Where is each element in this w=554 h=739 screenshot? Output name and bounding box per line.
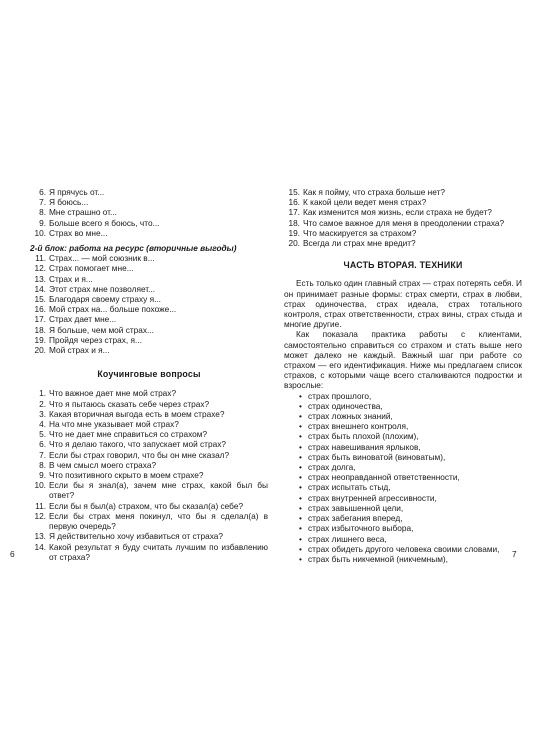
part-two-heading: ЧАСТЬ ВТОРАЯ. ТЕХНИКИ — [343, 260, 463, 271]
item-text: Я больше, чем мой страх... — [49, 324, 154, 335]
list-item — [30, 187, 268, 197]
item-number: 18. — [34, 324, 46, 335]
item-text: Если бы я знал(а), зачем мне страх, какой был бы ответ? — [49, 480, 268, 501]
item-text: Больше всего я боюсь, что... — [49, 217, 160, 228]
item-number: 13. — [34, 273, 46, 284]
item-text: Страх дает мне... — [49, 314, 117, 325]
fears-bullet-list — [284, 391, 522, 564]
list-item — [30, 207, 268, 217]
fear-bullet-item: • страх неоправданной ответственности, — [284, 472, 522, 482]
fear-bullet-item: • страх обидеть другого человека своими словами, — [284, 544, 522, 554]
list-item — [284, 238, 522, 248]
item-text: Мой страх и я... — [49, 345, 110, 356]
page-number-left: 6 — [10, 549, 15, 559]
item-number: 7. — [39, 449, 46, 460]
item-text: Если бы страх меня покинул, что бы я сделал(а) в первую очередь? — [49, 510, 268, 532]
item-number: 12. — [34, 510, 46, 521]
intro-paragraph: Есть только один главный страх — страх потерять себя. И он принимает разные формы: страх смерти, страх в любви, страх одиночества, страх идеала, страх тотального контроля, страх ответственности, страх вины, страх стыда и многие другие. — [284, 278, 522, 330]
list-item — [30, 345, 268, 355]
fear-bullet-item: • страх внутренней агрессивности, — [284, 493, 522, 503]
item-text: Что важное дает мне мой страх? — [49, 388, 177, 399]
item-text: Как изменится моя жизнь, если страха не будет? — [303, 207, 492, 218]
list-item — [30, 218, 268, 228]
list-item — [30, 480, 268, 500]
fear-bullet-item: • страх одиночества, — [284, 401, 522, 411]
list-item — [30, 419, 268, 429]
fear-bullet-item: • страх навешивания ярлыков, — [284, 442, 522, 452]
item-number: 19. — [288, 227, 300, 238]
item-text: Если бы я был(а) страхом, что бы сказал(а) себе? — [49, 500, 244, 511]
item-text: Страх... — мой союзник в... — [49, 253, 155, 264]
list-item — [30, 501, 268, 511]
item-number: 3. — [39, 408, 46, 419]
item-text: Этот страх мне позволяет... — [49, 283, 156, 294]
fear-bullet-item: • страх ложных знаний, — [284, 411, 522, 421]
list-item — [284, 228, 522, 238]
item-text: Что позитивного скрыто в моем страхе? — [49, 470, 204, 481]
item-text: В чем смысл моего страха? — [49, 459, 157, 470]
fear-bullet-item: • страх прошлого, — [284, 391, 522, 401]
item-text: Всегда ли страх мне вредит? — [303, 238, 416, 249]
item-text: Какой результат я буду считать лучшим по избавлению от страха? — [49, 541, 268, 562]
item-number: 8. — [39, 459, 46, 470]
item-number: 15. — [34, 294, 46, 305]
coaching-questions-list — [30, 388, 268, 561]
fear-bullet-item: • страх забегания вперед, — [284, 513, 522, 523]
fear-bullet-item: • страх внешнего контроля, — [284, 421, 522, 431]
item-text: Я прячусь от... — [49, 187, 105, 197]
item-text: Страх во мне... — [49, 227, 108, 238]
item-number: 7. — [39, 197, 46, 208]
list-item — [30, 228, 268, 238]
item-number: 13. — [34, 531, 46, 542]
item-text: К какой цели ведет меня страх? — [303, 197, 427, 208]
item-number: 14. — [34, 283, 46, 294]
list-item — [30, 450, 268, 460]
item-text: Пройдя через страх, я... — [49, 334, 142, 345]
item-number: 6. — [39, 187, 46, 197]
item-number: 5. — [39, 429, 46, 440]
list-item — [30, 263, 268, 273]
list-item — [30, 439, 268, 449]
item-text: Что я делаю такого, что запускает мой страх? — [49, 439, 226, 450]
list-item — [30, 388, 268, 398]
list-item — [30, 294, 268, 304]
item-number: 17. — [288, 207, 300, 218]
item-number: 16. — [34, 304, 46, 315]
item-text: Что я пытаюсь сказать себе через страх? — [49, 398, 210, 409]
item-number: 6. — [39, 439, 46, 450]
list-item — [284, 187, 522, 197]
fear-bullet-item: • страх завышенной цели, — [284, 503, 522, 513]
item-text: Если бы страх говорил, что бы он мне сказал? — [49, 449, 230, 460]
item-text: Мой страх на... больше похоже... — [49, 304, 177, 315]
item-number: 1. — [39, 388, 46, 399]
item-number: 10. — [34, 227, 46, 238]
item-number: 4. — [39, 419, 46, 430]
practice-paragraph: Как показала практика работы с клиентами, самостоятельно справиться со страхом и стать выше него может далеко не каждый. Важный шаг при работе со страхом — его идентификация. Ниже мы предлагаем список страхов, с которыми чаще всего сталкиваются подростки и взрослые: — [284, 329, 522, 391]
item-number: 18. — [288, 217, 300, 228]
block-2-title: 2-й блок: работа на ресурс (вторичные выгоды) — [30, 243, 237, 254]
item-number: 2. — [39, 398, 46, 409]
list-item — [30, 542, 268, 562]
list-item — [30, 304, 268, 314]
item-number: 8. — [39, 207, 46, 218]
list-item — [30, 460, 268, 470]
item-text: Какая вторичная выгода есть в моем страхе? — [49, 408, 225, 419]
item-text: Как я пойму, что страха больше нет? — [303, 187, 446, 197]
list-item — [30, 284, 268, 294]
coaching-questions-heading: Коучинговые вопросы — [97, 369, 201, 380]
item-number: 15. — [288, 187, 300, 197]
fear-bullet-item: • страх быть виноватой (виноватым), — [284, 452, 522, 462]
fear-bullet-item: • страх быть никчемной (никчемным), — [284, 554, 522, 564]
item-text: На что мне указывает мой страх? — [49, 419, 179, 430]
item-number: 9. — [39, 217, 46, 228]
item-text: Мне страшно от... — [49, 207, 117, 218]
list-item — [30, 409, 268, 419]
list-item — [30, 531, 268, 541]
fear-prompts-list-continued — [30, 187, 268, 238]
fear-bullet-item: • страх быть плохой (плохим), — [284, 431, 522, 441]
list-item — [30, 274, 268, 284]
item-text: Страх и я... — [49, 273, 93, 284]
item-text: Что не дает мне справиться со страхом? — [49, 429, 208, 440]
list-item — [30, 253, 268, 263]
fear-bullet-item: • страх лишнего веса, — [284, 534, 522, 544]
list-item — [30, 325, 268, 335]
item-number: 17. — [34, 314, 46, 325]
list-item — [30, 511, 268, 531]
item-text: Страх помогает мне... — [49, 263, 134, 274]
item-number: 14. — [34, 541, 46, 552]
item-text: Я боюсь... — [49, 197, 89, 208]
item-number: 11. — [35, 253, 46, 264]
list-item — [30, 197, 268, 207]
fear-bullet-item: • страх долга, — [284, 462, 522, 472]
list-item — [30, 470, 268, 480]
item-text: Я действительно хочу избавиться от страха? — [49, 531, 223, 542]
list-item — [284, 197, 522, 207]
item-text: Что маскируется за страхом? — [303, 227, 417, 238]
list-item — [284, 218, 522, 228]
right-page-column — [284, 187, 522, 564]
resource-prompts-list — [30, 253, 268, 355]
fear-bullet-item: • страх испытать стыд, — [284, 482, 522, 492]
item-number: 9. — [39, 470, 46, 481]
item-text: Благодаря своему страху я... — [49, 294, 161, 305]
page-number-right: 7 — [512, 549, 517, 559]
left-page-column — [30, 187, 268, 562]
item-text: Что самое важное для меня в преодолении страха? — [303, 217, 505, 228]
list-item — [30, 429, 268, 439]
item-number: 19. — [34, 334, 46, 345]
item-number: 12. — [34, 263, 46, 274]
list-item — [30, 314, 268, 324]
item-number: 20. — [34, 345, 46, 356]
list-item — [30, 399, 268, 409]
coaching-questions-list-continued — [284, 187, 522, 248]
item-number: 20. — [288, 238, 300, 249]
fear-bullet-item: • страх избыточного выбора, — [284, 523, 522, 533]
item-number: 10. — [34, 480, 46, 491]
item-number: 11. — [35, 500, 46, 511]
list-item — [30, 335, 268, 345]
item-number: 16. — [288, 197, 300, 208]
list-item — [284, 207, 522, 217]
